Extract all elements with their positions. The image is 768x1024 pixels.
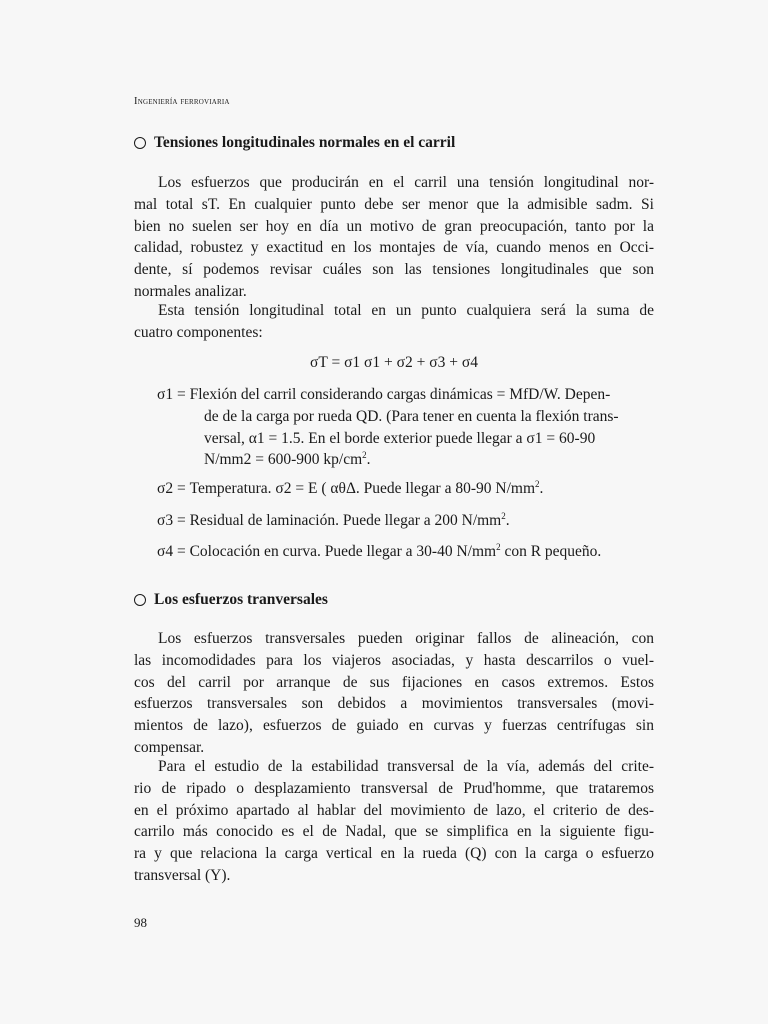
definition-sigma3: σ3 = Residual de laminación. Puede llegar a 200 $N/mm^2$. [157,511,510,529]
running-head: Ingeniería ferroviaria [134,96,230,107]
bullet-circle-icon [134,594,146,606]
definition-sigma1: σ1 = Flexión del carril considerando cargas dinámicas = MfD/W. Depen- de de la carga por rueda QD. (Para tener en cuenta la flexión trans- versal, α1 = 1.5. En el borde exterior puede llegar a σ1 = 60-90 N/mm2 = 600-900 $kp/cm^2$. [157,386,619,469]
definition-sigma4: σ4 = Colocación en curva. Puede llegar a 30-40 $N/mm^2$ con R pequeño. [157,542,602,560]
section-heading-tensiones: Tensiones longitudinales normales en el carril [134,134,455,152]
paragraph-estabilidad: Para el estudio de la estabilidad transversal de la vía, además del crite- rio de ripado o desplazamiento transversal de Prud'homme, que trataremos en el próximo apartado al hablar del movimiento de lazo, el criterio de des- carrilo más conocido es el de Nadal, que se simplifica en la siguiente figu- ra y que relaciona la carga vertical en la rueda (Q) con la carga o esfuerzo transversal (Y). [134,758,654,884]
paragraph-components: Esta tensión longitudinal total en un punto cualquiera será la suma de cuatro componentes: [134,302,654,341]
paragraph-esfuerzos-intro: Los esfuerzos transversales pueden originar fallos de alineación, con las incomodidades para los viajeros asociadas, y hasta descarrilos o vuel- cos del carril por arranque de sus fijaciones en casos extremos. Estos esfuerzos transversales son debidos a movimientos transversales (movi- mientos de lazo), esfuerzos de guiado en curvas y fuerzas centrífugas sin compensar. [134,630,654,756]
formula-sigma-total: σT = σ1 σ1 + σ2 + σ3 + σ4 [310,354,478,371]
paragraph-tensiones-intro: Los esfuerzos que producirán en el carril una tensión longitudinal nor- mal total sT. En cualquier punto debe ser menor que la admisible sadm. Si bien no suelen ser hoy en día un motivo de gran preocupación, tanto por la calidad, robustez y exactitud en los montajes de vía, cuando menos en Occi- dente, sí podemos revisar cuáles son las tensiones longitudinales que son normales analizar. [134,174,654,300]
bullet-circle-icon [134,137,146,149]
page-number: 98 [134,915,147,930]
definition-sigma2: σ2 = Temperatura. σ2 = E ( αθΔ. Puede llegar a 80-90 $N/mm^2$. [157,479,544,497]
section-heading-esfuerzos: Los esfuerzos tranversales [134,591,328,609]
